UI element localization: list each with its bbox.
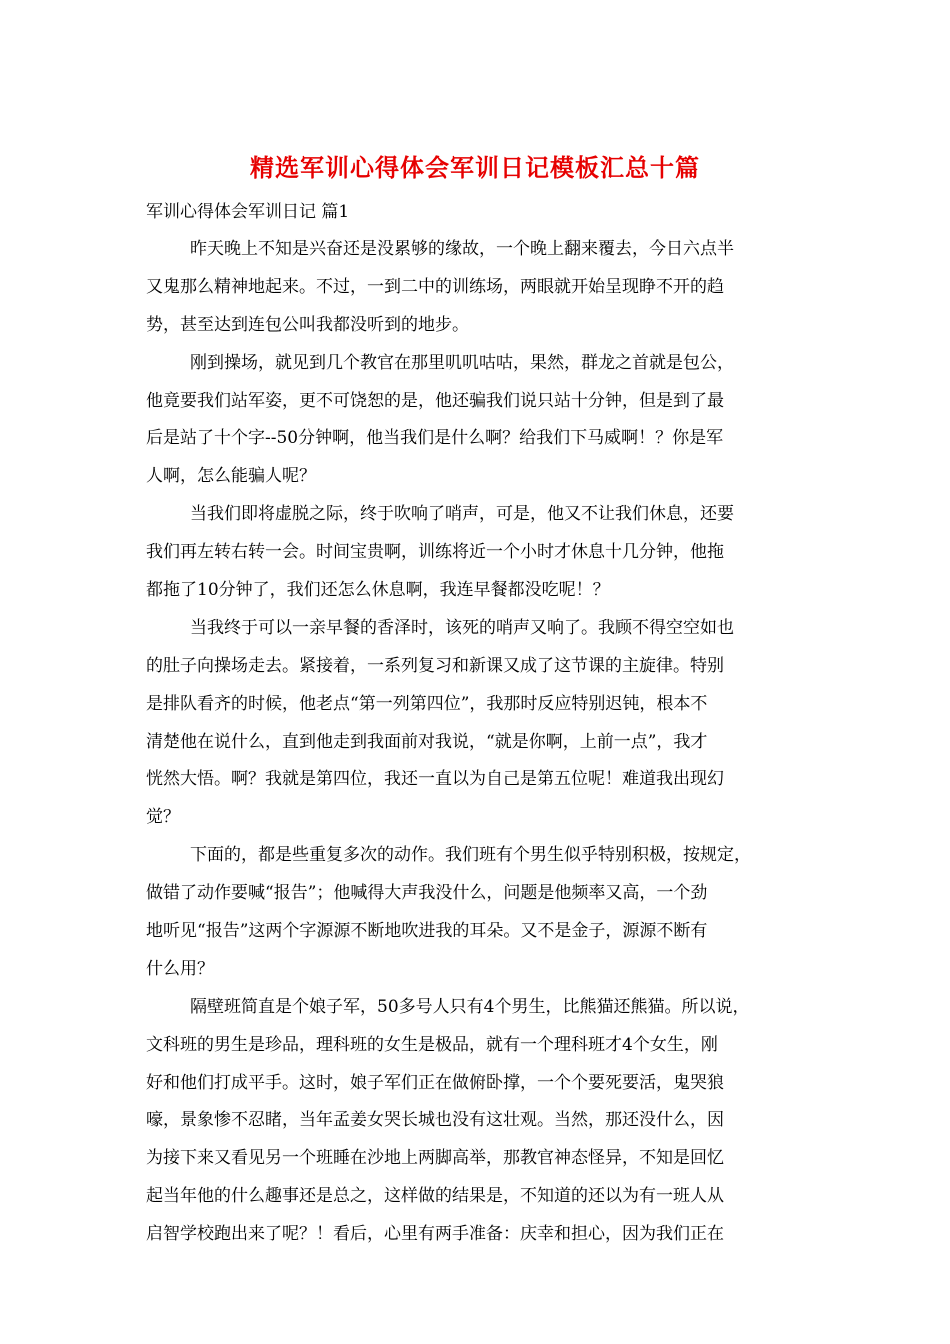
- document-title: 精选军训心得体会军训日记模板汇总十篇: [250, 153, 700, 182]
- text-line: 隔壁班简直是个娘子军，50多号人只有4个男生，比熊猫还熊猫。所以说，: [190, 996, 750, 1017]
- text-line: 文科班的男生是珍品，理科班的女生是极品，就有一个理科班才4个女生，刚: [146, 1034, 718, 1055]
- text-line: 势，甚至达到连包公叫我都没听到的地步。: [146, 314, 469, 335]
- section-heading: 军训心得体会军训日记 篇1: [146, 202, 350, 222]
- text-line: 他竟要我们站军姿，更不可饶恕的是，他还骗我们说只站十分钟，但是到了最: [146, 390, 724, 411]
- text-line: 启智学校跑出来了呢？！看后，心里有两手准备：庆幸和担心，因为我们正在: [146, 1224, 724, 1245]
- text-line: 做错了动作要喊“报告”；他喊得大声我没什么，问题是他频率又高，一个劲: [146, 883, 708, 904]
- text-line: 好和他们打成平手。这时，娘子军们正在做俯卧撑，一个个要死要活，鬼哭狼: [146, 1072, 724, 1093]
- text-line: 我们再左转右转一会。时间宝贵啊，训练将近一个小时才休息十几分钟，他拖: [146, 542, 724, 563]
- text-line: 人啊，怎么能骗人呢？: [146, 466, 316, 487]
- text-line: 清楚他在说什么，直到他走到我面前对我说，“就是你啊，上前一点”，我才: [146, 731, 708, 752]
- text-line: 下面的，都是些重复多次的动作。我们班有个男生似乎特别积极，按规定，: [190, 845, 751, 866]
- text-line: 昨天晚上不知是兴奋还是没累够的缘故，一个晚上翻来覆去，今日六点半: [190, 239, 734, 259]
- text-line: 恍然大悟。啊？我就是第四位，我还一直以为自己是第五位呢！难道我出现幻: [146, 769, 724, 790]
- text-line: 起当年他的什么趣事还是总之，这样做的结果是，不知道的还以为有一班人从: [146, 1186, 724, 1207]
- text-line: 为接下来又看见另一个班睡在沙地上两脚高举，那教官神态怪异，不知是回忆: [146, 1148, 724, 1169]
- text-line: 后是站了十个字--50分钟啊，他当我们是什么啊？给我们下马威啊！？你是军: [146, 428, 724, 449]
- text-line: 觉？: [146, 807, 180, 828]
- text-line: 刚到操场，就见到几个教官在那里叽叽咕咕，果然，群龙之首就是包公，: [190, 352, 734, 373]
- text-line: 嚎，景象惨不忍睹，当年孟姜女哭长城也没有这壮观。当然，那还没什么，因: [146, 1110, 724, 1131]
- text-line: 的肚子向操场走去。紧接着，一系列复习和新课又成了这节课的主旋律。特别: [146, 655, 724, 676]
- text-line: 当我们即将虚脱之际，终于吹响了哨声，可是，他又不让我们休息，还要: [190, 504, 734, 525]
- article-body: [146, 231, 826, 1254]
- text-line: 是排队看齐的时候，他老点“第一列第四位”，我那时反应特别迟钝，根本不: [146, 693, 708, 714]
- text-line: 又鬼那么精神地起来。不过，一到二中的训练场，两眼就开始呈现睁不开的趋: [146, 276, 724, 297]
- text-line: 地听见“报告”这两个字源源不断地吹进我的耳朵。又不是金子，源源不断有: [146, 921, 708, 942]
- text-line: 都拖了10分钟了，我们还怎么休息啊，我连早餐都没吃呢！？: [146, 580, 610, 601]
- text-line: 什么用？: [146, 958, 214, 979]
- text-line: 当我终于可以一亲早餐的香泽时，该死的哨声又响了。我顾不得空空如也: [190, 617, 734, 638]
